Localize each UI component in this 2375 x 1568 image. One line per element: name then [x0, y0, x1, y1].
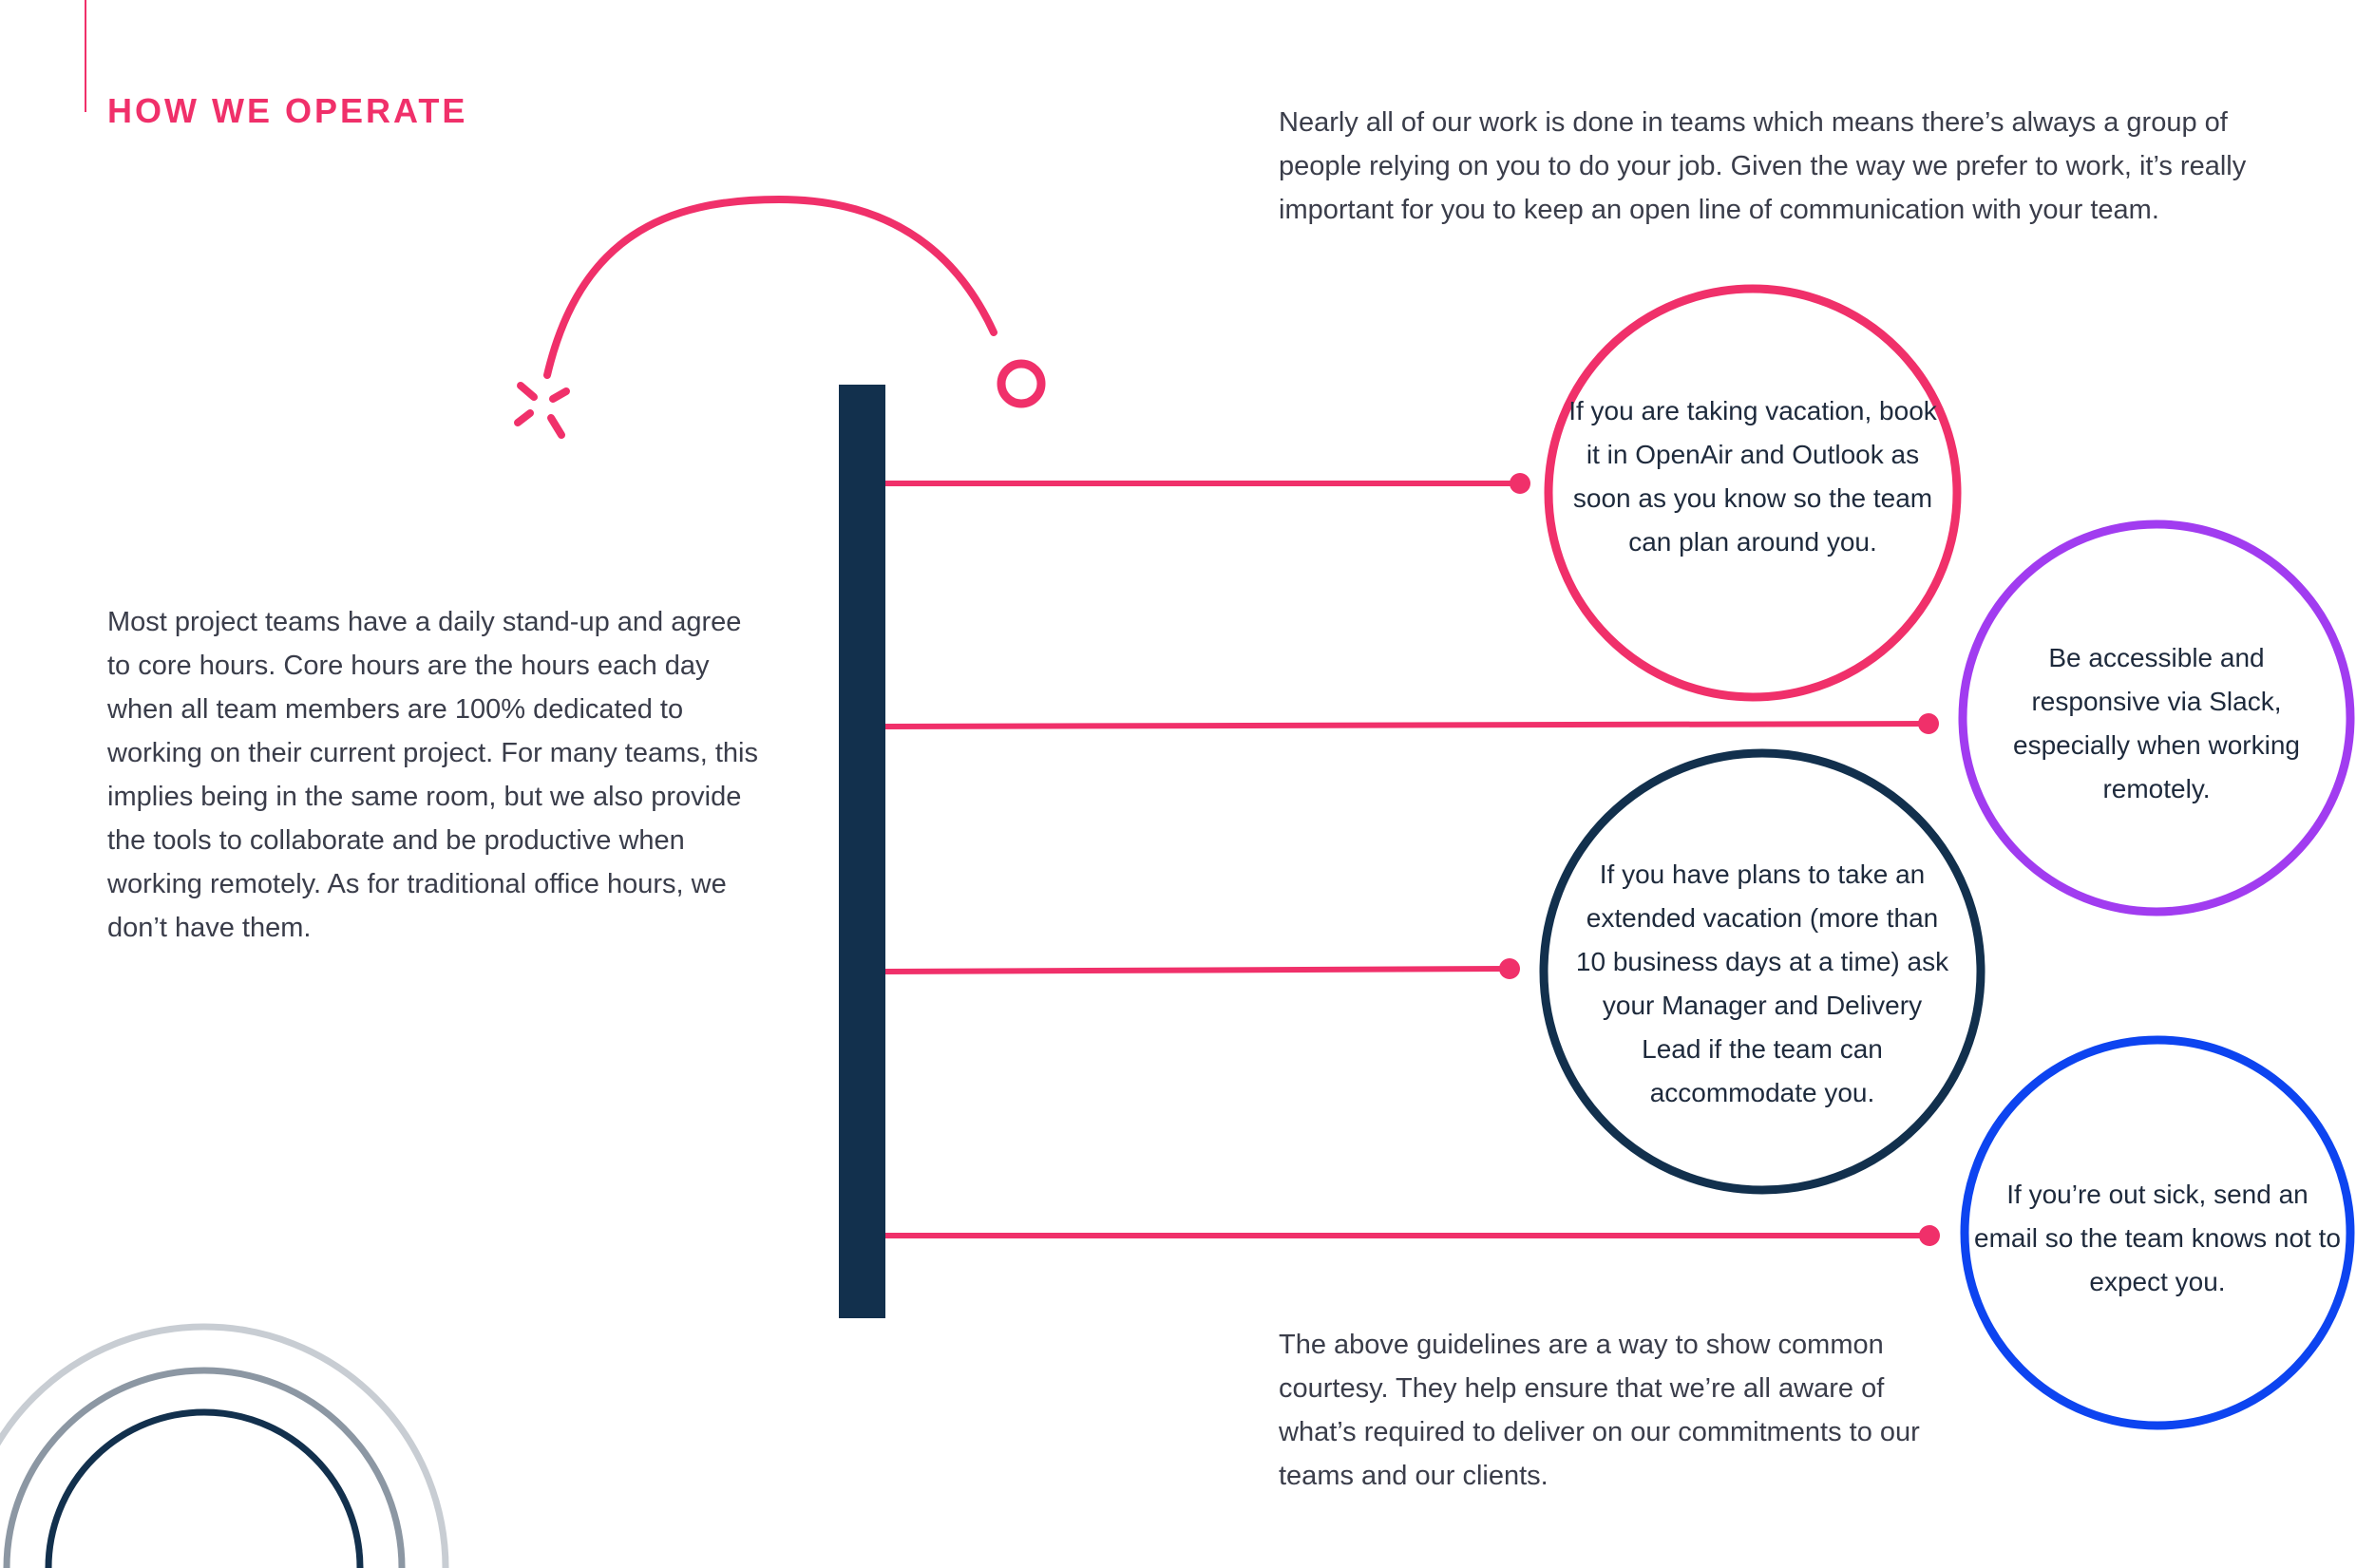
concentric-rings-decoration — [0, 1327, 446, 1568]
guideline-text-2: Be accessible and responsive via Slack, especially when working remotely. — [2013, 643, 2300, 803]
guideline-text-3: If you have plans to take an extended vacation (more than 10 business days at a time) ask your Manager and Delivery Lead if the team can accommodate you. — [1575, 860, 1949, 1107]
small-ring-icon — [1001, 364, 1041, 404]
timeline-bar — [839, 385, 885, 1318]
page-title: HOW WE OPERATE — [107, 91, 468, 130]
connector-line-2 — [885, 713, 1939, 734]
closing-paragraph: The above guidelines are a way to show common courtesy. They help ensure that we’re all aware of what’s required to deliver on our commitments to our teams and our clients. — [1279, 1330, 1920, 1491]
guideline-text-1: If you are taking vacation, book it in OpenAir and Outlook as soon as you know so the team can plan around you. — [1568, 396, 1937, 557]
guideline-text-4: If you’re out sick, send an email so the team knows not to expect you. — [1974, 1180, 2341, 1296]
connector-line-4 — [885, 1225, 1940, 1246]
spark-icon — [518, 386, 566, 435]
core-hours-paragraph: Most project teams have a daily stand-up and agree to core hours. Core hours are the hours each day when all team members are 100% dedicated to working on their current project. For many teams, this implies being in the same room, but we also provide the tools to collaborate and be productive when working remotely. As for traditional office hours, we don’t have them. — [107, 607, 758, 943]
connector-line-1 — [885, 473, 1530, 494]
intro-paragraph: Nearly all of our work is done in teams which means there’s always a group of people relying on you to do your job. Given the way we prefer to work, it’s really important for you to keep an open line of communication with your team. — [1279, 107, 2247, 225]
connector-line-3 — [885, 958, 1520, 979]
decorative-arc — [547, 199, 994, 375]
